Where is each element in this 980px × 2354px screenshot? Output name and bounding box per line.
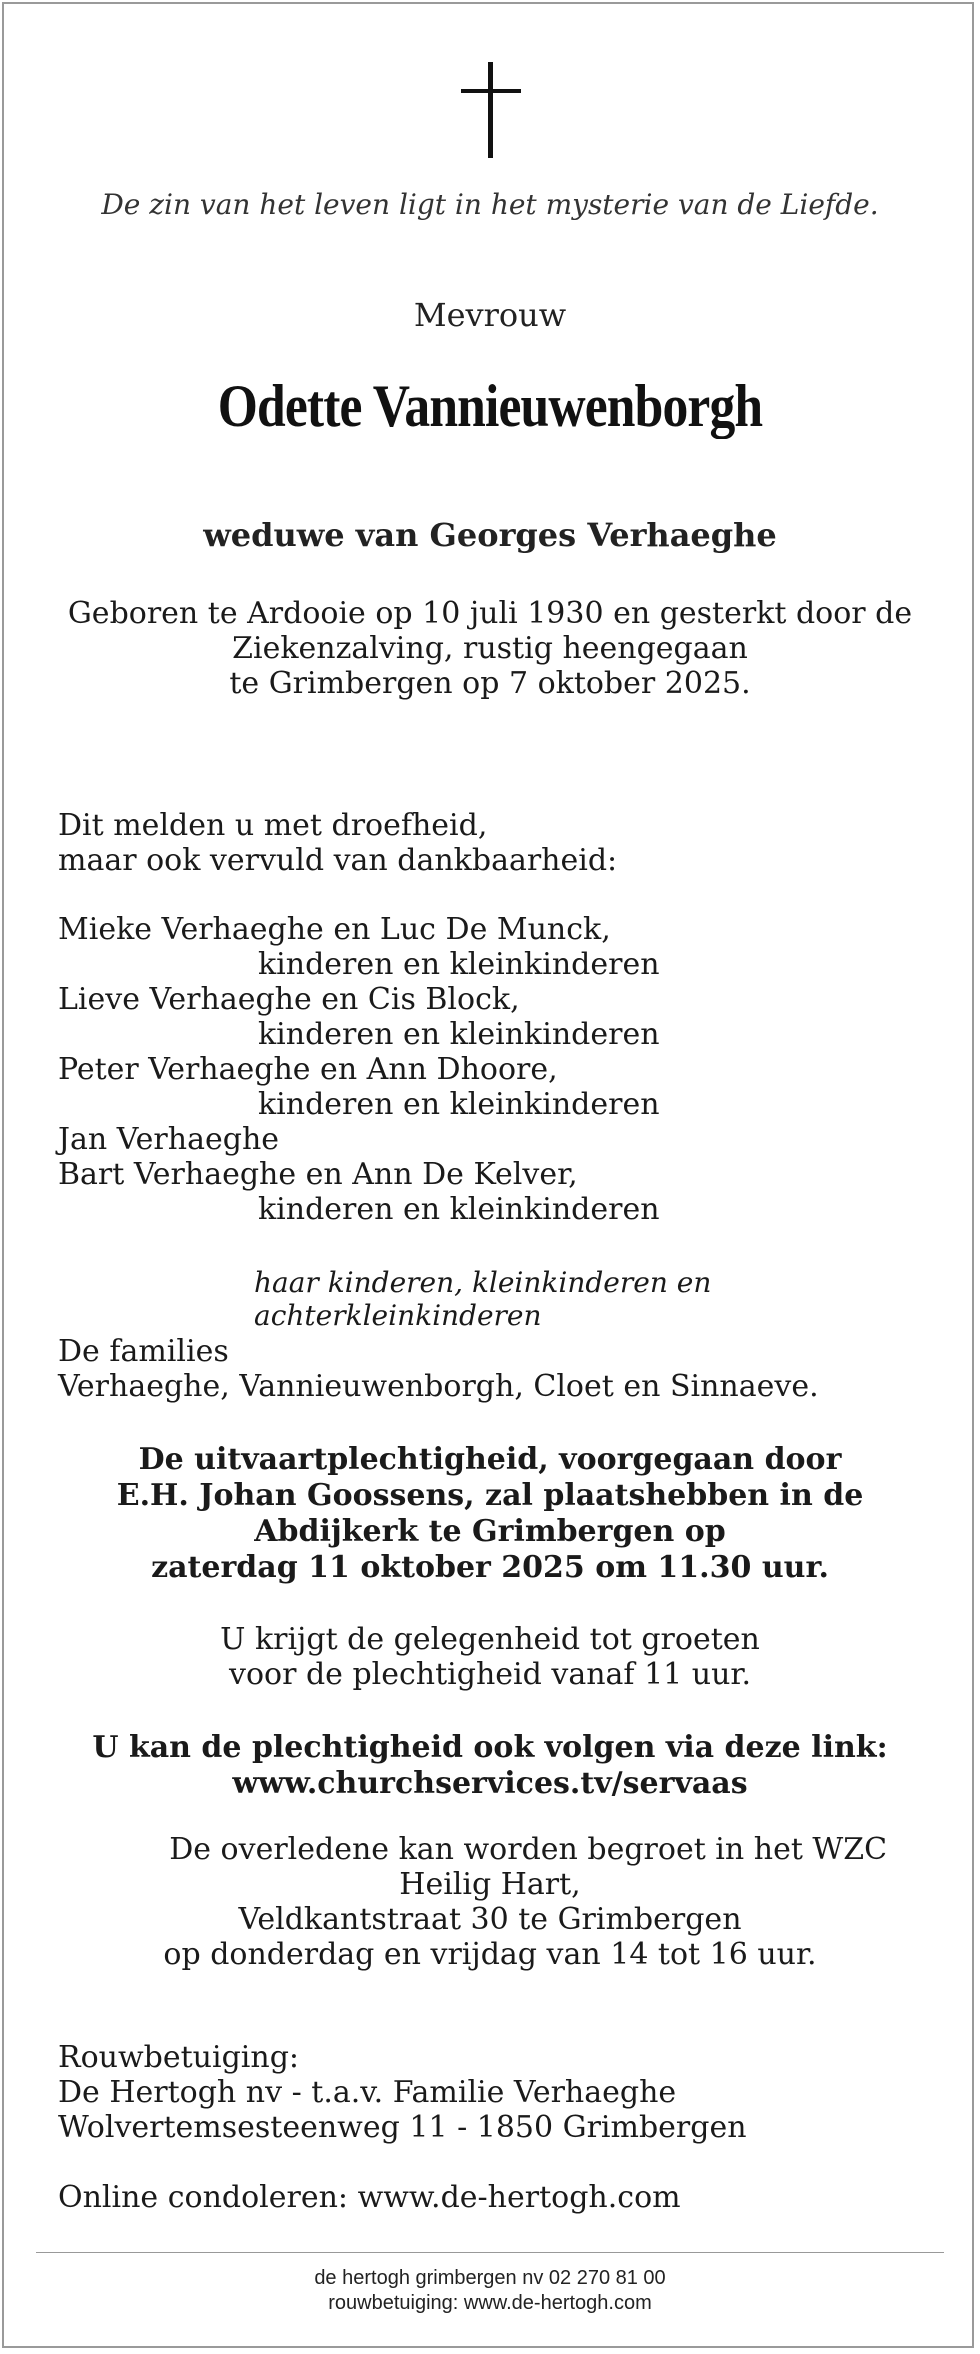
- footer-link[interactable]: rouwbetuiging: www.de-hertogh.com: [328, 2292, 652, 2314]
- family-member-relation: kinderen en kleinkinderen: [258, 947, 660, 982]
- ceremony-line: Abdijkerk te Grimbergen op: [254, 1514, 726, 1549]
- relatives-line: De families: [58, 1334, 229, 1369]
- greeting-line: U krijgt de gelegenheid tot groeten: [220, 1622, 760, 1657]
- announcement-line: Dit melden u met droefheid,: [58, 808, 488, 843]
- family-member-relation: kinderen en kleinkinderen: [258, 1192, 660, 1227]
- online-condolence-link[interactable]: Online condoleren: www.de-hertogh.com: [58, 2180, 681, 2215]
- viewing-info: [0, 1832, 980, 1972]
- ceremony-details: [0, 1442, 980, 1586]
- viewing-line: Veldkantstraat 30 te Grimbergen: [238, 1902, 742, 1937]
- greeting-line: voor de plechtigheid vanaf 11 uur.: [229, 1657, 751, 1692]
- ceremony-line: zaterdag 11 oktober 2025 om 11.30 uur.: [151, 1550, 829, 1585]
- greeting-info: [0, 1622, 980, 1692]
- family-member: Jan Verhaeghe: [58, 1122, 280, 1157]
- announcement-line: maar ook vervuld van dankbaarheid:: [58, 843, 618, 878]
- family-member-relation: kinderen en kleinkinderen: [258, 1017, 660, 1052]
- family-member: Lieve Verhaeghe en Cis Block,: [58, 982, 520, 1017]
- family-member: Peter Verhaeghe en Ann Dhoore,: [58, 1052, 558, 1087]
- footer-line: de hertogh grimbergen nv 02 270 81 00: [314, 2267, 666, 2289]
- announcement: [58, 808, 617, 878]
- relatives: [58, 1334, 819, 1404]
- salutation: Mevrouw: [413, 296, 567, 334]
- deceased-name: Odette Vannieuwenborgh: [217, 373, 763, 439]
- family-list: [58, 912, 660, 1227]
- condolence-line: Wolvertemsesteenweg 11 - 1850 Grimbergen: [58, 2110, 747, 2145]
- viewing-line: Heilig Hart,: [399, 1867, 581, 1902]
- family-member: Mieke Verhaeghe en Luc De Munck,: [58, 912, 611, 947]
- motto: De zin van het leven ligt in het mysterie van de Liefde.: [101, 188, 879, 221]
- widow-of: weduwe van Georges Verhaeghe: [203, 516, 777, 554]
- family-member: Bart Verhaeghe en Ann De Kelver,: [58, 1157, 578, 1192]
- footer-divider: [36, 2252, 944, 2253]
- ceremony-line: De uitvaartplechtigheid, voorgegaan door: [138, 1442, 842, 1477]
- cross-icon: [461, 62, 521, 158]
- condolence-line: Rouwbetuiging:: [58, 2040, 300, 2075]
- viewing-line: De overledene kan worden begroet in het WZC: [92, 1832, 888, 1867]
- relatives-line: Verhaeghe, Vannieuwenborgh, Cloet en Sinnaeve.: [58, 1369, 819, 1404]
- family-member-relation: kinderen en kleinkinderen: [258, 1087, 660, 1122]
- grandchildren-note: haar kinderen, kleinkinderen en achterkleinkinderen: [254, 1266, 712, 1332]
- livestream-line: U kan de plechtigheid ook volgen via deze link:: [92, 1730, 888, 1765]
- condolence-address: [58, 2040, 747, 2145]
- condolence-line: De Hertogh nv - t.a.v. Familie Verhaeghe: [58, 2075, 677, 2110]
- birth-line: Geboren te Ardooie op 10 juli 1930 en gesterkt door de: [67, 596, 913, 631]
- footer: [0, 2266, 980, 2316]
- livestream-link[interactable]: www.churchservices.tv/servaas: [232, 1766, 748, 1801]
- birth-details: [0, 596, 980, 701]
- birth-line: Ziekenzalving, rustig heengegaan: [232, 631, 748, 666]
- viewing-line: op donderdag en vrijdag van 14 tot 16 uur.: [163, 1937, 817, 1972]
- birth-line: te Grimbergen op 7 oktober 2025.: [229, 666, 751, 701]
- livestream-info: [0, 1730, 980, 1802]
- ceremony-line: E.H. Johan Goossens, zal plaatshebben in de: [116, 1478, 864, 1513]
